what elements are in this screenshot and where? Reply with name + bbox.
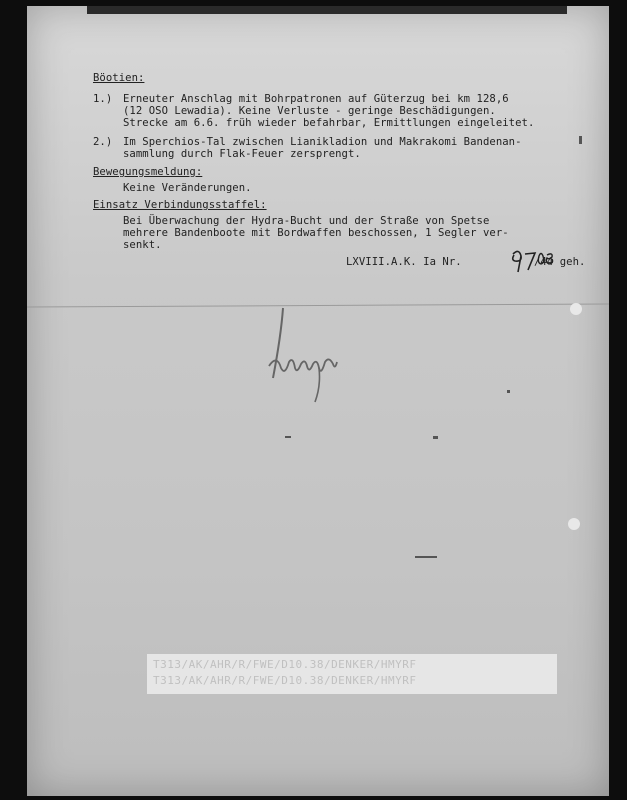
speck-mark: [507, 390, 510, 393]
item-1-line-1: Erneuter Anschlag mit Bohrpatronen auf Güterzug bei km 128,6: [123, 93, 509, 105]
item-2-number: 2.): [93, 136, 113, 148]
archive-stamp-line-1: T313/AK/AHR/R/FWE/D10.38/DENKER/HMYRF: [153, 658, 417, 671]
punch-hole: [570, 303, 582, 315]
speck-mark: [285, 436, 291, 438]
movement-heading: Bewegungsmeldung:: [93, 166, 203, 178]
item-1-line-3: Strecke am 6.6. früh wieder befahrbar, Ermittlungen eingeleitet.: [123, 117, 535, 129]
liaison-line-1: Bei Überwachung der Hydra-Bucht und der Straße von Spetse: [123, 215, 490, 227]
speck-mark: [579, 136, 582, 144]
reference-suffix: /44 geh.: [534, 256, 586, 268]
region-heading: Böotien:: [93, 72, 145, 84]
item-1-line-2: (12 OSO Lewadia). Keine Verluste - geringe Beschädigungen.: [123, 105, 496, 117]
item-2-line-1: Im Sperchios-Tal zwischen Lianikladion und Makrakomi Bandenan-: [123, 136, 522, 148]
item-1-number: 1.): [93, 93, 113, 105]
liaison-line-2: mehrere Bandenboote mit Bordwaffen beschossen, 1 Segler ver-: [123, 227, 509, 239]
liaison-heading: Einsatz Verbindungsstaffel:: [93, 199, 267, 211]
archive-stamp-line-2: T313/AK/AHR/R/FWE/D10.38/DENKER/HMYRF: [153, 674, 417, 687]
item-2-line-2: sammlung durch Flak-Feuer zersprengt.: [123, 148, 361, 160]
document-page: [27, 6, 609, 796]
speck-mark: [433, 436, 438, 439]
page-top-shadow: [87, 6, 567, 14]
archive-stamp: [147, 654, 557, 694]
reference-prefix: LXVIII.A.K. Ia Nr.: [346, 256, 462, 268]
speck-mark: [415, 556, 437, 558]
punch-hole: [568, 518, 580, 530]
handwritten-signature: [263, 306, 343, 406]
movement-text: Keine Veränderungen.: [123, 182, 252, 194]
liaison-line-3: senkt.: [123, 239, 162, 251]
